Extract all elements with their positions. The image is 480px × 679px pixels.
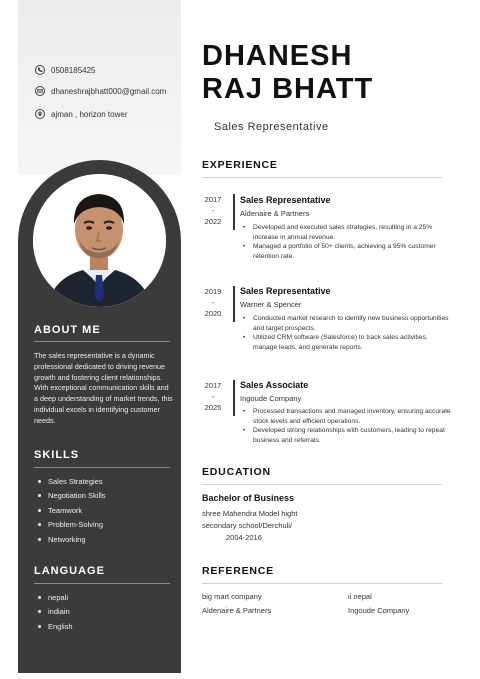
education-heading: EDUCATION	[202, 466, 271, 478]
language-list	[38, 590, 73, 634]
skills-list	[38, 474, 106, 547]
language-heading: LANGUAGE	[34, 565, 105, 577]
reference-heading: REFERENCE	[202, 565, 274, 577]
job-company: Warner & Spencer	[240, 300, 302, 309]
list-item: Negotiation Skills	[38, 489, 106, 504]
list-item: • Developed strong relationships with customers, leading to repeat business and referrals.	[243, 426, 453, 445]
about-text: The sales representative is a dynamic professional dedicated to driving revenue growth and fostering client relationships. With exceptional communication skills and a deep understanding of market trends, this individual excels in identifying customer needs.	[34, 351, 173, 425]
job-timeline-bar	[233, 194, 235, 230]
education-years: 2004-2016	[226, 533, 262, 542]
job-years: 2017 - 2025	[204, 381, 222, 412]
list-item: English	[38, 619, 73, 634]
job-bullets	[243, 223, 453, 262]
job-years: 2019 - 2020	[204, 287, 222, 318]
about-divider	[34, 341, 170, 342]
experience-heading: EXPERIENCE	[202, 159, 278, 171]
reference-2-line2: Ingoude Company	[348, 606, 410, 615]
list-item: Networking	[38, 532, 106, 547]
contact-phone	[35, 65, 96, 75]
list-item: • Managed a portfolio of 50+ clients, achieving a 95% customer retention rate.	[243, 242, 453, 261]
list-item: indiain	[38, 605, 73, 620]
job-title: Sales Representative	[240, 286, 331, 296]
candidate-name	[202, 40, 373, 106]
list-item: • Utilized CRM software (Salesforce) to track sales activities, manage leads, and generate reports.	[243, 333, 453, 352]
about-heading: ABOUT ME	[34, 324, 101, 336]
phone-number: 0508185425	[51, 65, 96, 75]
list-item: • Conducted market research to identify new business opportunities and target prospects.	[243, 314, 453, 333]
name-line-2: RAJ BHATT	[202, 73, 374, 105]
list-item: Problem-Solving	[38, 518, 106, 533]
job-title: Sales Representative	[240, 195, 331, 205]
education-school: shree Mahendra Model hight secondary school/Derchuli/	[202, 509, 298, 530]
contact-location	[35, 109, 127, 119]
name-line-1: DHANESH	[202, 40, 353, 72]
candidate-role: Sales Representative	[214, 121, 329, 133]
location-text: ajman , horizon tower	[51, 109, 128, 119]
mail-icon	[35, 86, 45, 96]
job-company: Aldenaire & Partners	[240, 209, 310, 218]
profile-photo	[33, 174, 166, 307]
job-title: Sales Associate	[240, 380, 309, 390]
list-item: Sales Strategies	[38, 474, 106, 489]
list-item: • Developed and executed sales strategies, resulting in a 25% increase in annual revenue.	[243, 223, 453, 242]
email-address[interactable]: dhaneshrajbhatt000@gmail.com	[51, 86, 167, 96]
job-company: Ingoude Company	[240, 394, 302, 403]
job-timeline-bar	[233, 286, 235, 322]
job-bullets	[243, 314, 453, 353]
contact-email	[35, 86, 166, 96]
reference-divider	[202, 583, 442, 584]
job-years: 2017 - 2022	[204, 195, 222, 226]
language-divider	[34, 583, 170, 584]
job-bullets	[243, 407, 453, 446]
education-divider	[202, 484, 442, 485]
job-timeline-bar	[233, 380, 235, 416]
profile-photo-image	[33, 174, 166, 307]
education-degree: Bachelor of Business	[202, 493, 295, 503]
reference-1-line1: big mart company	[202, 592, 262, 601]
skills-heading: SKILLS	[34, 449, 80, 461]
location-pin-icon	[35, 109, 45, 119]
list-item: Teamwork	[38, 503, 106, 518]
reference-1-line2: Aldenaire & Partners	[202, 606, 272, 615]
phone-icon	[35, 65, 45, 75]
experience-divider	[202, 177, 442, 178]
reference-2-line1: ii nepal	[348, 592, 372, 601]
skills-divider	[34, 467, 170, 468]
list-item: • Processed transactions and managed inventory, ensuring accurate stock levels and efficient operations.	[243, 407, 453, 426]
list-item: nepali	[38, 590, 73, 605]
